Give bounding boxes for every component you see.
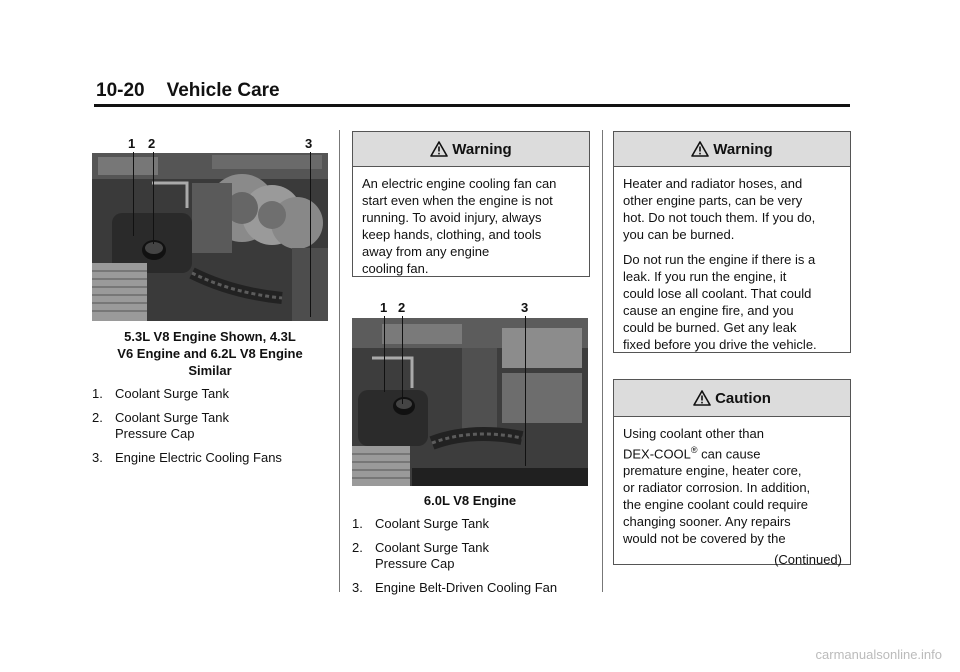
list-item: 2. Coolant Surge Tank Pressure Cap [352,540,489,571]
figure1-legend [92,386,332,474]
leader-line-3 [310,152,311,317]
warning-icon [430,141,448,157]
caution-box-coolant: Caution Using coolant other than DEX-COOL® can cause premature engine, heater core, or radiator corrosion. In addition, the engine coolant could require changing sooner. Any repairs would not be covered by the (Continued) [613,379,851,565]
callout-1: 1 [128,136,136,151]
warning-box-hot-parts [613,131,851,353]
warning-title: Warning [713,140,773,158]
engine-illustration [352,318,588,486]
warning-box-cooling-fan: Warning An electric engine cooling fan can start even when the engine is not running. To avoid injury, always keep hands, clothing, and tools away from any engine cooling fan. [352,131,590,277]
warning-icon [691,141,709,157]
caution-title: Caution [715,389,771,407]
callout-2: 2 [398,300,406,315]
page-number: 10-20 [96,80,145,101]
warning-paragraph: Do not run the engine if there is a leak. If you run the engine, it could lose all coolant. That could cause an engine fire, and you could be burned. Get any leak fixed before you drive the vehicle. [623,252,817,352]
leader-line-2 [153,152,154,244]
figure2-legend [352,516,600,604]
list-item: 1. Coolant Surge Tank [92,386,229,401]
figure1-caption: 5.3L V8 Engine Shown, 4.3L V6 Engine and 6.2L V8 Engine Similar [117,329,303,378]
list-item: 2. Coolant Surge Tank Pressure Cap [92,410,229,441]
leader-line-3 [525,316,526,466]
callout-1: 1 [380,300,388,315]
engine-photo-5-3l [92,153,328,321]
leader-line-1 [384,316,385,392]
warning-title: Warning [452,140,512,158]
list-item: 1. Coolant Surge Tank [352,516,489,531]
column-divider-left [339,130,340,592]
engine-illustration [92,153,328,321]
callout-3: 3 [521,300,529,315]
watermark: carmanualsonline.info [815,647,942,662]
leader-line-2 [402,316,403,404]
registered-mark: ® [690,445,698,455]
section-title: Vehicle Care [166,80,280,101]
header-rule [94,104,850,107]
page-header [96,80,280,102]
list-item: 3. Engine Belt-Driven Cooling Fan [352,580,558,595]
engine-photo-6-0l [352,318,588,486]
caution-icon [693,390,711,406]
callout-3: 3 [305,136,313,151]
list-item: 3. Engine Electric Cooling Fans [92,450,282,465]
column-divider-right [602,130,603,592]
warning-paragraph: Heater and radiator hoses, and other engine parts, can be very hot. Do not touch them. If you do, you can be burned. [623,176,816,242]
callout-2: 2 [148,136,156,151]
leader-line-1 [133,152,134,236]
figure2-caption: 6.0L V8 Engine [423,493,517,508]
continued-label: (Continued) [774,552,842,568]
